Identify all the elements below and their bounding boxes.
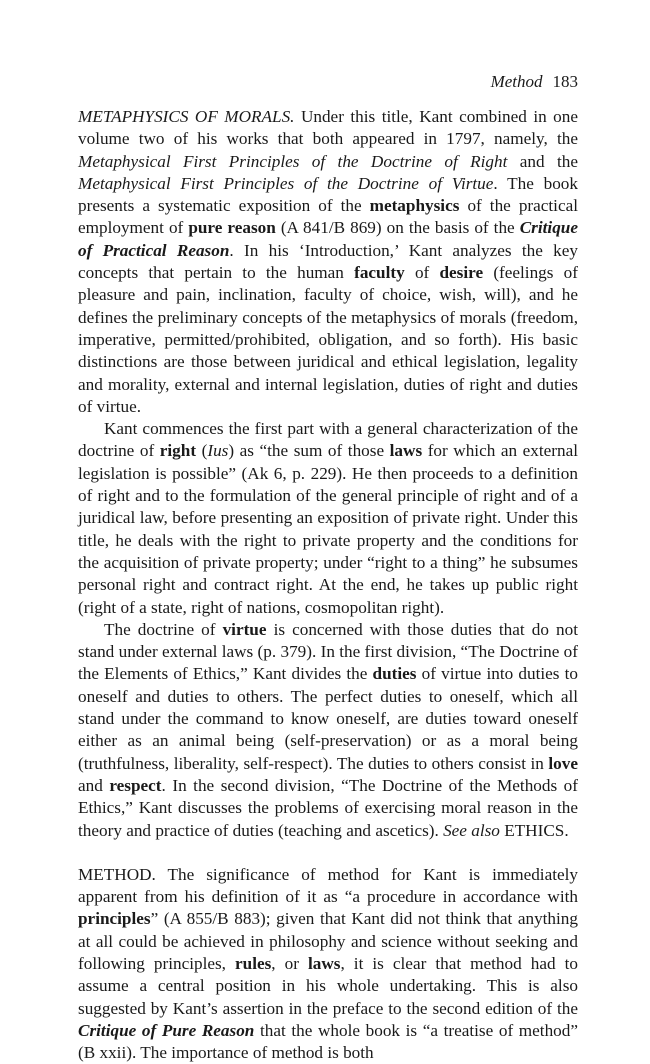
page-number: 183 xyxy=(552,72,578,91)
text-run: See also xyxy=(443,820,500,840)
text-run: , or xyxy=(271,953,308,973)
text-run: is concerned with those duties that do not stand under external laws (p. 379). In the first division, “The Doctrine of the Elements of Ethics,” Kant divides the xyxy=(78,619,578,684)
text-run: rules xyxy=(235,953,272,973)
text-run: (A 841/B 869) on the basis of the xyxy=(275,218,520,238)
text-run: . In the second division, “The Doctrine of the Methods of Ethics,” Kant discusses the problems of exercising moral reason in the theory and practice of duties (teaching and ascetics). xyxy=(78,775,578,840)
text-run: The doctrine of xyxy=(104,619,223,639)
text-run: virtue xyxy=(222,619,267,639)
text-run: love xyxy=(548,753,578,773)
text-run: . In his ‘Introduction,’ Kant analyzes the key concepts that pertain to the human xyxy=(78,240,578,283)
text-run: Critique of Practical Reason xyxy=(78,218,578,260)
text-run: duties xyxy=(372,664,417,684)
text-run: of xyxy=(404,263,440,283)
text-run: principles xyxy=(78,909,151,929)
text-run: (feelings of pleasure and pain, inclination, faculty of choice, wish, will), and he defines the preliminary concepts of the metaphysics of morals (freedom, imperative, permitted/prohibited, obligation, and so forth). His basic distinctions are those between juridical and ethical legislation, legality and morality, external and internal legislation, duties of right and duties of virtue. xyxy=(78,263,578,416)
text-run: and the xyxy=(507,151,578,171)
text-run: for which an external legislation is possible” (Ak 6, p. 229). He then proceeds to a definition of right and to the formulation of the general principle of right and of a juridical law, before presenting an exposition of private right. Under this title, he deals with the right to private property and the conditions for the acquisition of private property; under “right to a thing” he subsumes personal right and contract right. At the end, he takes up public right (right of a state, right of nations, cosmopolitan right). xyxy=(78,441,579,617)
entry-paragraph xyxy=(78,864,578,1064)
text-run: laws xyxy=(307,953,341,973)
text-run: faculty xyxy=(354,263,405,283)
text-run: metaphysics xyxy=(369,196,460,216)
text-run: , it is clear that method had to assume a central position in his whole undertaking. This is also suggested by Kant’s assertion in the preface to the second edition of the xyxy=(78,953,578,1018)
text-run: The significance of method for Kant is immediately apparent from his definition of it as “a procedure in accordance with xyxy=(78,864,578,907)
text-run: ( xyxy=(196,441,208,461)
text-run: desire xyxy=(439,263,484,283)
entry-paragraph xyxy=(78,106,578,418)
text-run: of virtue into duties to oneself and duties to others. The perfect duties to oneself, which all stand under the command to know oneself, are duties toward oneself either as an animal being (self-preservation) or as a moral being (truthfulness, liberality, self-respect). The duties to others consist in xyxy=(78,664,578,773)
running-head-section: Method xyxy=(490,72,543,91)
body-text xyxy=(78,106,578,1064)
text-run: right xyxy=(159,441,197,461)
text-run: Metaphysical First Principles of the Doctrine of Virtue xyxy=(78,173,494,193)
entry-paragraph xyxy=(78,619,578,842)
text-run: respect xyxy=(109,775,162,795)
text-run: ETHICS. xyxy=(499,820,569,840)
text-run: Metaphysical First Principles of the Doctrine of Right xyxy=(78,151,508,171)
text-run: pure reason xyxy=(188,218,276,238)
text-run: Critique of Pure Reason xyxy=(78,1020,255,1040)
text-run: laws xyxy=(389,441,423,461)
text-run: ) as “the sum of those xyxy=(228,441,390,461)
text-run: Ius xyxy=(207,441,229,461)
entry-paragraph xyxy=(78,418,578,619)
text-run: Under this title, Kant combined in one volume two of his works that both appeared in 1797, namely, the xyxy=(78,107,578,149)
entry-headword: METHOD. xyxy=(78,864,156,884)
text-run: of the practical employment of xyxy=(78,196,578,238)
text-run: Kant commences the first part with a general characterization of the doctrine of xyxy=(78,419,578,461)
entry-headword: METAPHYSICS OF MORALS. xyxy=(78,107,295,126)
text-run: that the whole book is “a treatise of method” (B xxii). The importance of method is both xyxy=(78,1020,578,1063)
text-run: . The book presents a systematic exposition of the xyxy=(78,173,578,216)
text-run: ” (A 855/B 883); given that Kant did not think that anything at all could be achieved in philosophy and science without seeking and following principles, xyxy=(78,909,578,973)
running-head xyxy=(491,72,578,92)
text-run: and xyxy=(78,775,110,795)
